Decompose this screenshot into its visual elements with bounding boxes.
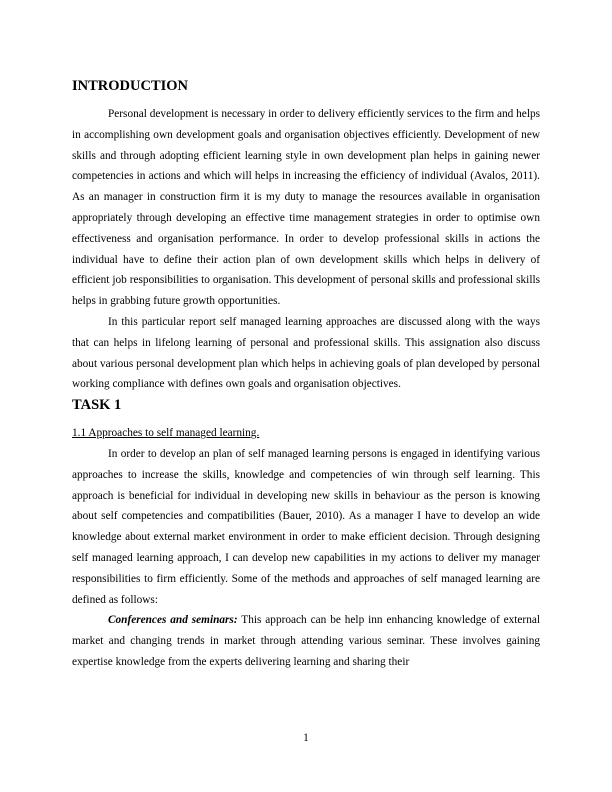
conferences-term: Conferences and seminars: [108, 614, 238, 627]
document-page [72, 76, 540, 673]
task1-heading: TASK 1 [72, 397, 122, 414]
task1-paragraph-conferences [72, 610, 540, 672]
conferences-text: This approach can be help inn enhancing knowledge of external market and changing trends in market through attending various seminar. These involves gaining expertise knowledge from the experts delivering learning and sharing their [72, 614, 540, 668]
introduction-paragraph-2: In this particular report self managed learning approaches are discussed along with the ways that can helps in lifelong learning of personal and professional skills. This assignation also discuss about various personal development plan which helps in achieving goals of plan developed by personal working compliance with defines own goals and organisation objectives. [72, 315, 540, 391]
introduction-paragraph-1: Personal development is necessary in order to delivery efficiently services to the firm and helps in accomplishing own development goals and organisation objectives efficiently. Development of new skills and through adopting efficient learning style in own development plan helps in gaining newer competencies in actions and which will helps in increasing the efficiency of individual (Avalos, 2011). As an manager in construction firm it is my duty to manage the resources available in organisation appropriately through developing an effective time management strategies in order to optimise own effectiveness and organisation performance. In order to develop professional skills in actions the individual have to define their action plan of own development skills which helps in delivery of efficient job responsibilities to organisation. This development of personal skills and professional skills helps in grabbing future growth opportunities. [72, 108, 540, 308]
task1-paragraph-1: In order to develop an plan of self managed learning persons is engaged in identifying various approaches to increase the skills, knowledge and competencies of win through self learning. This approach is beneficial for individual in developing new skills in behaviour as the person is knowing about self competencies and compatibilities (Bauer, 2010). As a manager I have to develop an wide knowledge about external market environment in order to make efficient decision. Through designing self managed learning approach, I can develop new capabilities in my actions to deliver my manager responsibilities to firm efficiently. Some of the methods and approaches of self managed learning are defined as follows: [72, 447, 540, 606]
task1-subheading: 1.1 Approaches to self managed learning. [72, 427, 260, 440]
page-number: 1 [303, 732, 309, 744]
introduction-heading: INTRODUCTION [72, 78, 189, 94]
